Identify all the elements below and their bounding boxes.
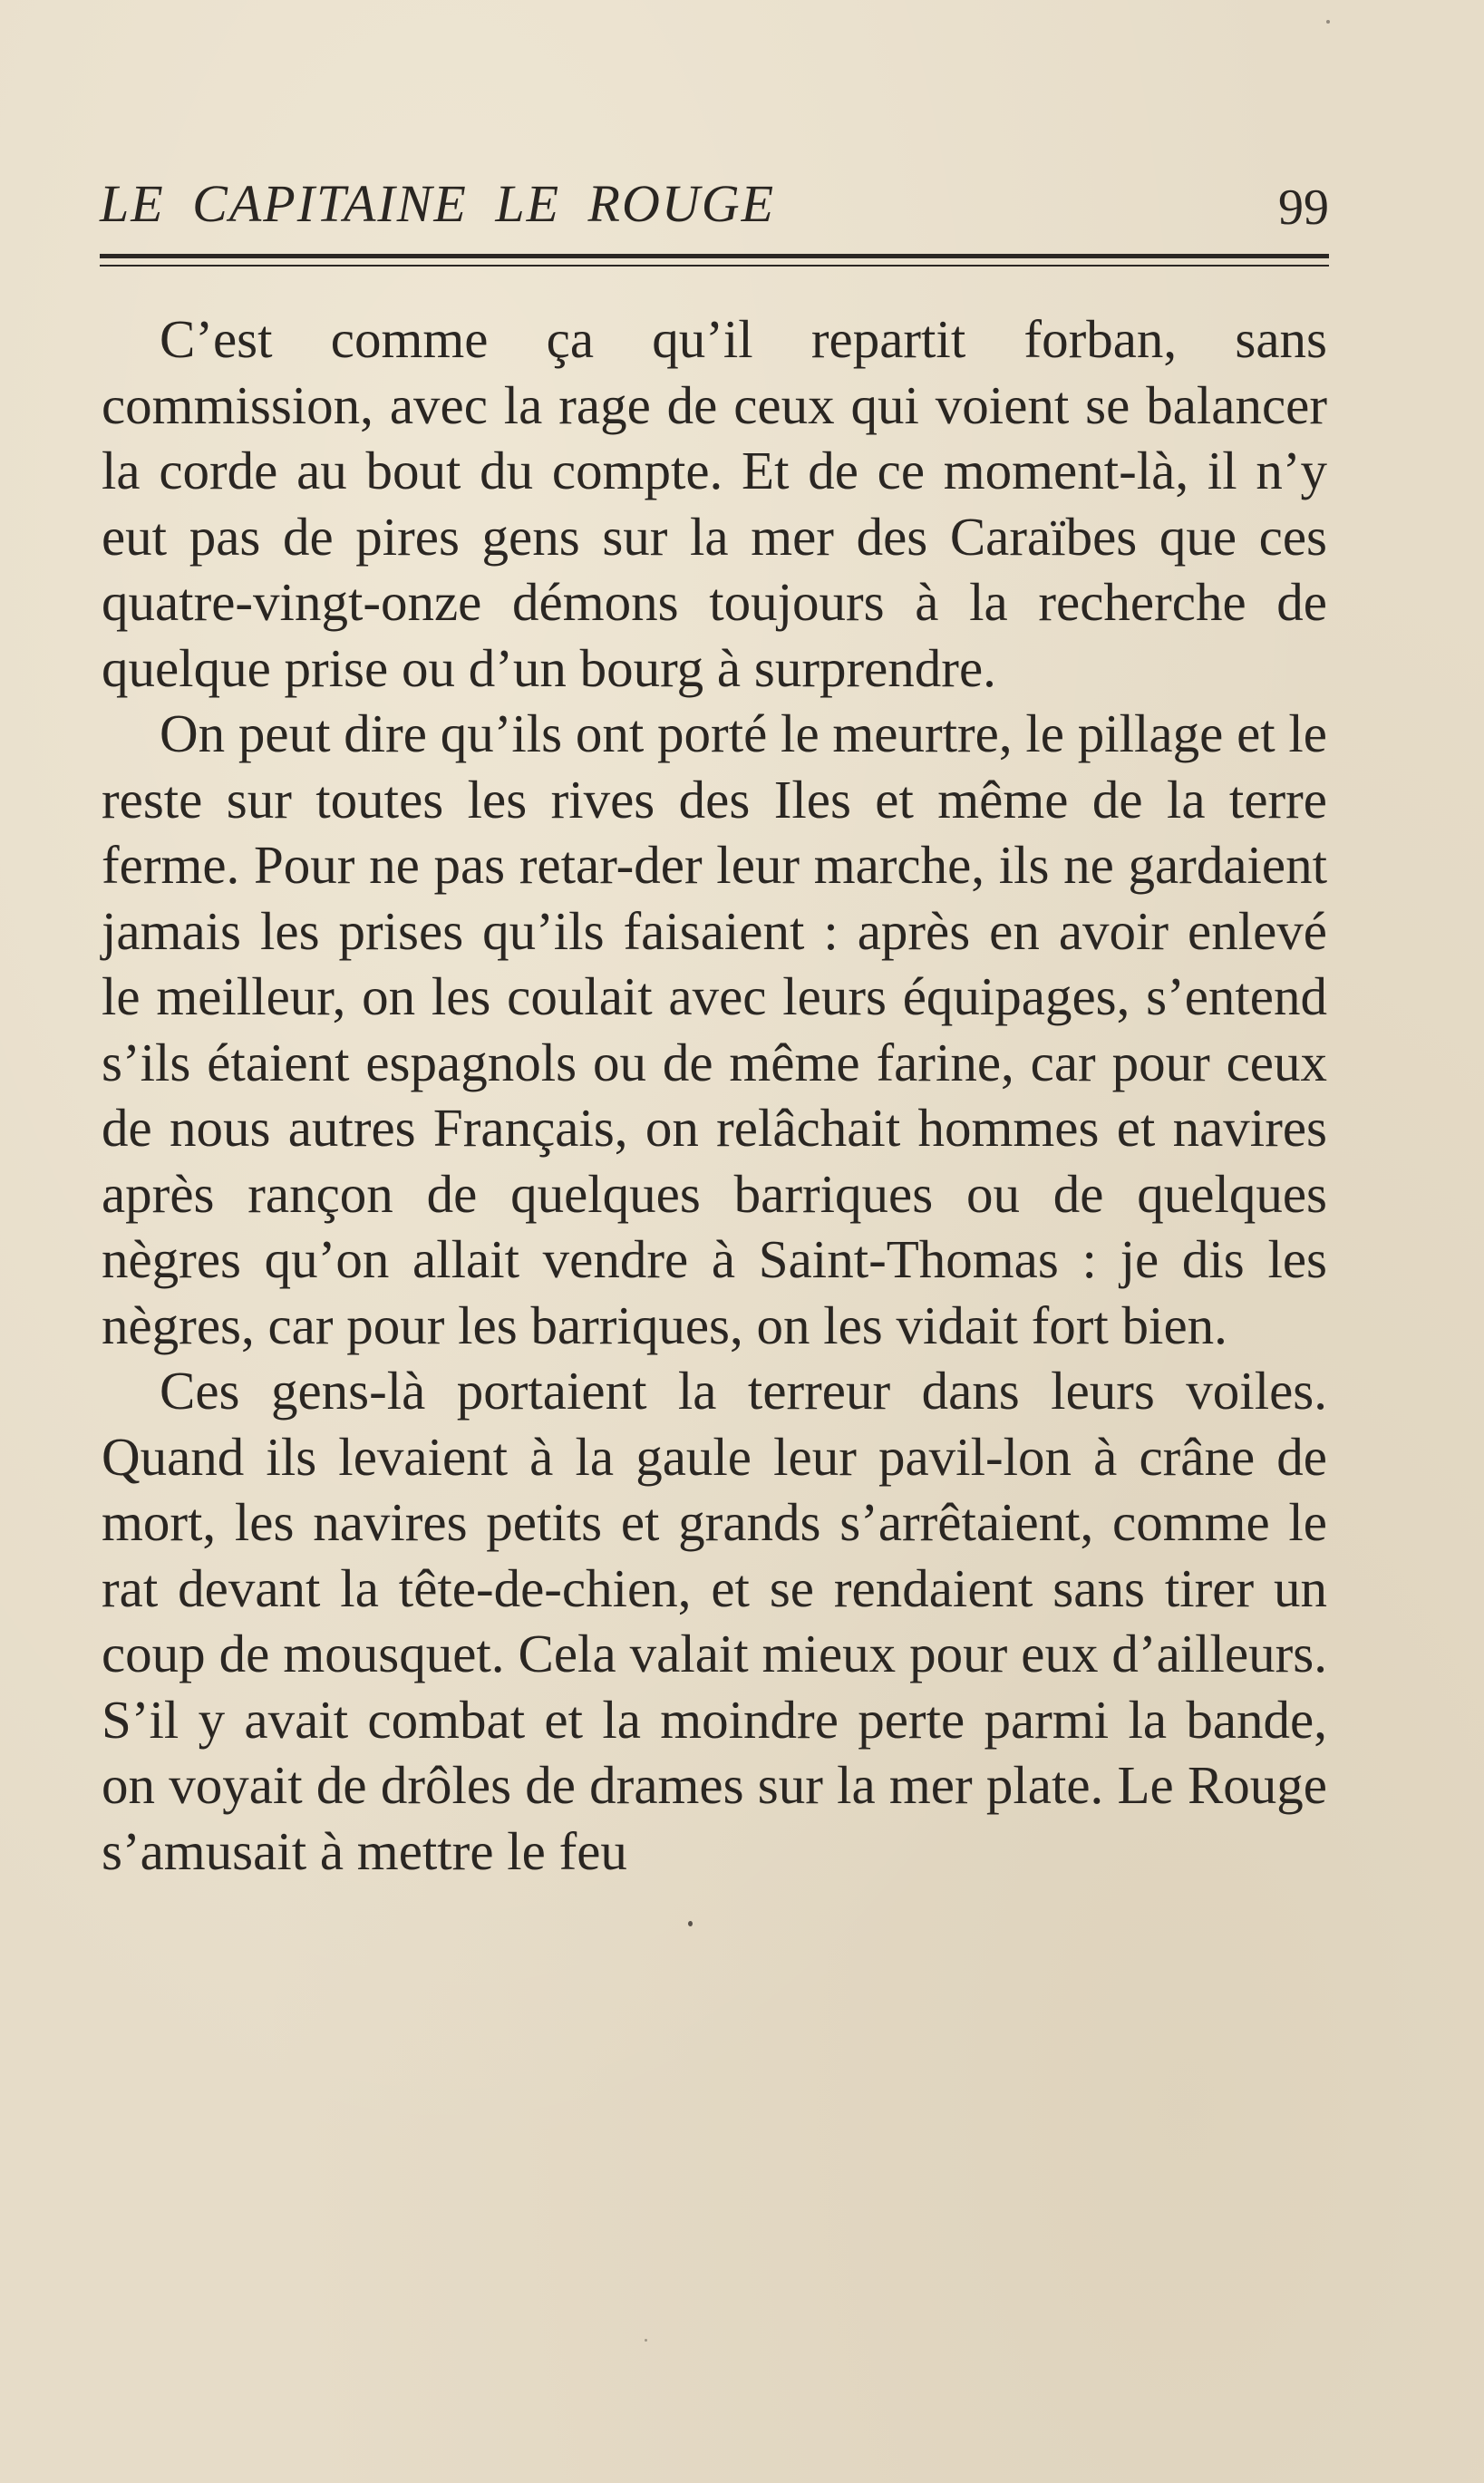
paragraph-2: On peut dire qu’ils ont porté le meurtre, le pillage et le reste sur toutes les rives des Iles et même de la terre ferme. Pour ne pas retar-der leur marche, ils ne gardaient jamais les prises qu’ils faisaient : après en avoir enlevé le meilleur, on les coulait avec leurs équipages, s’entend s’ils étaient espagnols ou de même farine, car pour ceux de nous autres Français, on relâchait hommes et navires après rançon de quelques barriques ou de quelques nègres qu’on allait vendre à Saint-Thomas : je dis les nègres, car pour les barriques, on les vidait fort bien. [102,703,1327,1355]
paper-speck [1326,20,1330,24]
page-number: 99 [1278,179,1329,236]
paragraph-3: Ces gens-là portaient la terreur dans leurs voiles. Quand ils levaient à la gaule leur pavil-lon à crâne de mort, les navires petits et grands s’arrêtaient, comme le rat devant la tête-de-chien, et se rendaient sans tirer un coup de mousquet. Cela valait mieux pour eux d’ailleurs. S’il y avait combat et la moindre perte parmi la bande, on voyait de drôles de drames sur la mer plate. Le Rouge s’amusait à mettre le feu [102,1361,1327,1881]
paper-speck [645,2339,647,2342]
running-head [100,168,1329,240]
paper-speck [688,1921,693,1926]
paragraph-1: C’est comme ça qu’il repartit forban, sans commission, avec la rage de ceux qui voient se balancer la corde au bout du compte. Et de ce moment-là, il n’y eut pas de pires gens sur la mer des Caraïbes que ces quatre-vingt-onze démons toujours à la recherche de quelque prise ou d’un bourg à surprendre. [102,309,1327,698]
body-text [102,306,1327,1884]
header-rule-thin [100,265,1329,267]
running-title: LE CAPITAINE LE ROUGE [100,174,776,233]
header-rule-thick [100,254,1329,258]
